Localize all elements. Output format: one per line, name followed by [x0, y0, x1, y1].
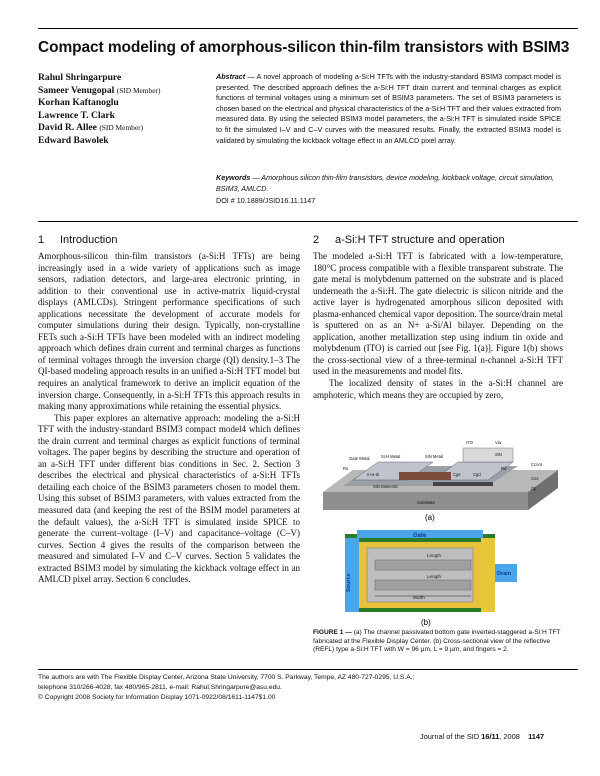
- figure-1-caption: [313, 629, 563, 655]
- label-length-bottom: Length: [427, 574, 442, 579]
- author-6: Edward Bawolek: [38, 134, 109, 146]
- label-cgs: Cgs: [453, 472, 461, 477]
- caption-label: FIGURE 1 —: [313, 629, 352, 636]
- journal-name: Journal of the SID: [420, 732, 480, 741]
- ito-pad: [463, 448, 513, 462]
- caption-text: (a) The channel passivated bottom gate inverted-staggered a-Si:H TFT fabricated at the Flexible Display Center. (b) Cross-sectional view of the reflective (REFL) type a-Si:H TFT with W = 96 µm, L = 9 µm, and fingers = 2.: [313, 629, 561, 654]
- author-list: [38, 72, 208, 148]
- keywords: [216, 173, 561, 194]
- footnote-affiliation: The authors are with The Flexible Display Center, Arizona State University, 7700 S. Parkway, Tempe, AZ 480-727-0295, U.S.A.;: [38, 674, 415, 681]
- label-length-top: Length: [427, 553, 442, 558]
- drain-bar-frame: [481, 538, 495, 612]
- doi: DOI # 10.1889/JSID16.11.1147: [216, 196, 316, 205]
- top-rule: [38, 28, 578, 29]
- label-substrate: Substrate: [417, 500, 435, 505]
- section-2-paragraph-1: The modeled a-Si:H TFT is fabricated with a low-temperature, 180°C process compatible with a flexible transparent substrate. The gate metal is molybdenum patterned on the substrate and is placed underneath the a-Si:H. The gate dielectric is silicon nitride and the active layer is hydrogenated amorphous silicon deposited with plasma-enhanced chemical vapor deposition. The source/drain metal is sputtered on as an N+ a-Si/Al bilayer. Depending on the application, another metallization step using indium tin oxide and molybdenum (ITO) is carried out [see Fig. 1(a)]. Figure 1(b) shows the cross-sectional view of a three-terminal n-channel a-Si:H TFT used in the measurements and model fits.: [313, 251, 563, 377]
- footnote-rule: [38, 669, 578, 670]
- label-cp: Cp: [531, 486, 537, 491]
- author-3: Korhan Kaftanoglu: [38, 97, 119, 109]
- keywords-text: — Amorphous silicon thin-film transistors, device modeling, kickback voltage, circuit simulation, BSIM3, AMLCD.: [216, 173, 555, 193]
- label-gate-metal: Gate Metal: [349, 456, 370, 461]
- finger-top: [375, 560, 471, 570]
- label-sin-metal: SiN Metal: [425, 454, 444, 459]
- label-sin: SiN: [495, 452, 502, 457]
- journal-year: , 2008: [499, 732, 520, 741]
- channel-region: [367, 548, 473, 602]
- label-ccont: Ccont: [531, 462, 542, 467]
- label-width: Width: [413, 595, 425, 600]
- label-drain: Drain: [497, 571, 512, 577]
- section-1-heading: 1 Introduction: [38, 234, 118, 246]
- section-1-paragraph-2: This paper explores an alternative approach: modeling the a-Si:H TFT with the industry-standard BSIM3 compact model4 which defines the drain current and terminal charges as explicit functions of terminal voltages. The paper begins by describing the structure and operation of an a-Si:H TFT under different bias conditions in Sec. 2. Section 3 describes the electrical and physical characteristics of a-Si:H TFTs detailing each choice of the BSIM3 parameters chosen to model them. Using this subset of BSIM3 parameters, with values extracted from the measured data (and keeping the rest of the BSIM model parameters at the default values), the a-Si:H TFT is simulated inside SPICE to generate the current–voltage (I–V) and capacitance–voltage (C–V) curves. Section 4 gives the results of the comparison between the measured and simulated I–V and C–V curves. Section 5 validates the extracted BSIM3 model by simulating the kickback voltage effect in an AMLCD pixel array. Section 6 concludes.: [38, 412, 300, 585]
- paper-title: Compact modeling of amorphous-silicon thin-film transistors with BSIM3: [38, 39, 570, 56]
- active-layer: [399, 472, 451, 480]
- section-1-body: [38, 251, 300, 586]
- gate-metal: [433, 482, 493, 486]
- label-source: Source: [346, 573, 352, 592]
- footnote: [38, 673, 578, 703]
- label-rd: Rd: [501, 466, 507, 471]
- author-4: Lawrence T. Clark: [38, 109, 116, 121]
- running-footer: [420, 732, 544, 741]
- section-1-paragraph-1: Amorphous-silicon thin-film transistors (a-Si:H TFTs) are being increasingly used in a wide variety of applications such as image sensors, radiation detectors, and large-area electronic printing, in addition to their conventional use in active-matrix liquid-crystal displays (AMLCDs). Stringent performance specifications of such applications necessitate the development of accurate models for computer simulations during their design. Typically, non-crystalline FETs such a-Si:H TFTs have been modeled with an indirect modeling approach which defines drain current and terminal charges as functions of terminal voltages through the inversion charge (QI) density.1–3 The QI-based modeling approach results in an unified a-Si:H TFT model but requires an analytical framework to derive an implicit equation of the inversion charge. Consequently, in a-Si:H TFTs this approach results in making many approximations while retaining the essential physics.: [38, 251, 300, 412]
- header-rule: [38, 221, 578, 222]
- footnote-contact: telephone 310/266-4028, fax 480/965-2811, e-mail: Rahul.Shringarpure@asu.edu.: [38, 684, 282, 691]
- label-gate: Gate: [413, 533, 427, 539]
- abstract-label: Abstract: [216, 72, 246, 81]
- keywords-label: Keywords: [216, 173, 251, 182]
- abstract: [216, 72, 561, 146]
- label-ito: ITO: [466, 440, 473, 445]
- finger-bottom: [375, 580, 471, 590]
- label-cgd: Cgd: [473, 472, 481, 477]
- label-cox: Cox: [531, 476, 539, 481]
- label-sih-metal: Si:H Metal: [381, 454, 401, 459]
- footnote-copyright: © Copyright 2008 Society for Information Display 1071-0922/08/1611-1147$1.00: [38, 694, 276, 701]
- label-sin-dielectric: SiN Dielectric: [373, 484, 399, 489]
- figure-1a-cross-section: [313, 430, 563, 522]
- section-2-body: [313, 251, 563, 401]
- figure-1a-label: (a): [425, 513, 435, 522]
- figure-1b-layout: [335, 528, 535, 628]
- figure-1b-label: (b): [421, 618, 431, 627]
- author-5: David R. Allee (SID Member): [38, 122, 144, 134]
- abstract-text: — A novel approach of modeling a-Si:H TFTs with the industry-standard BSIM3 compact model is presented. The described approach defines the a-Si:H TFT drain current and terminal charges as explicit functions of terminal voltages using a minimum set of BSIM3 parameters. The set of BSIM3 parameters is chosen based on the electrical and physical characteristics of the a-Si:H TFT and their values extracted from measured data. By using the selected BSIM3 model parameters, the a-Si:H TFT is simulated inside SPICE to fit the simulated I–V and C–V curves with the measured results. Finally, the extracted BSIM3 model is validated by simulating the kickback voltage effect in an AMLCD pixel array.: [216, 72, 562, 145]
- journal-volume: 16/11: [481, 732, 500, 741]
- label-rs: Rs: [343, 466, 349, 471]
- section-2-paragraph-2: The localized density of states in the a-Si:H channel are amphoteric, which means they are occupied by zero,: [313, 378, 563, 400]
- label-n-a-si: n+a-Si: [367, 472, 380, 477]
- author-2: Sameer Venugopal (SID Member): [38, 84, 161, 96]
- page-number: 1147: [528, 732, 545, 741]
- section-2-heading: 2 a-Si:H TFT structure and operation: [313, 234, 505, 246]
- author-1: Rahul Shringarpure: [38, 72, 122, 83]
- label-via: Via: [495, 440, 501, 445]
